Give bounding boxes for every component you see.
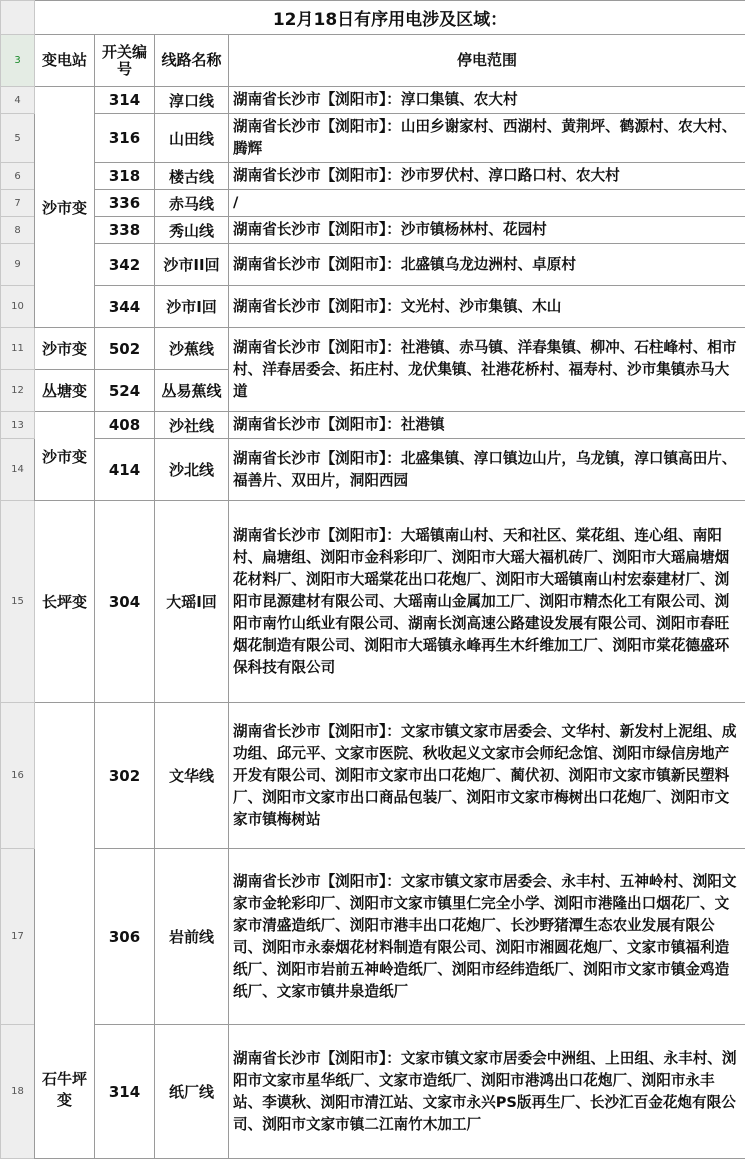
switch-no-cell: 306	[95, 849, 155, 1025]
switch-no-cell: 342	[95, 244, 155, 286]
substation-cell: 沙市变	[35, 412, 95, 501]
switch-no-cell: 316	[95, 114, 155, 163]
switch-no-cell: 408	[95, 412, 155, 439]
line-name-cell: 岩前线	[155, 849, 229, 1025]
header-switch-no: 开关编号	[95, 35, 155, 87]
line-name-cell: 秀山线	[155, 217, 229, 244]
row-number: 14	[1, 439, 35, 501]
header-substation: 变电站	[35, 35, 95, 87]
switch-no-cell: 338	[95, 217, 155, 244]
line-name-cell: 沙市II回	[155, 244, 229, 286]
outage-area-cell: 湖南省长沙市【浏阳市】：沙市罗伏村、淳口路口村、农大村	[229, 163, 745, 190]
row-number: 10	[1, 286, 35, 328]
line-name-cell: 纸厂线	[155, 1025, 229, 1159]
row-number: 18	[1, 1025, 35, 1159]
switch-no-cell: 336	[95, 190, 155, 217]
outage-area-cell: 湖南省长沙市【浏阳市】：文家市镇文家市居委会、永丰村、五神岭村、浏阳文家市金轮彩印厂、浏阳市文家市镇里仁完全小学、浏阳市港隆出口烟花厂、文家市清盛造纸厂、浏阳市港丰出口花炮厂、长沙野猪潭生态农业发展有限公司、浏阳市永泰烟花材料制造有限公司、浏阳市湘圆花炮厂、文家市镇福利造纸厂、浏阳市岩前五神岭造纸厂、浏阳市经纬造纸厂、浏阳市文家市镇金鸡造纸厂、文家市镇井泉造纸厂	[229, 849, 745, 1025]
line-name-cell: 沙北线	[155, 439, 229, 501]
row-number: 17	[1, 849, 35, 1025]
outage-area-cell: 湖南省长沙市【浏阳市】：社港镇	[229, 412, 745, 439]
switch-no-cell: 302	[95, 703, 155, 849]
line-name-cell: 楼古线	[155, 163, 229, 190]
substation-cell: 石牛坪变	[35, 703, 95, 1159]
line-name-cell: 赤马线	[155, 190, 229, 217]
row-number: 9	[1, 244, 35, 286]
line-name-cell: 山田线	[155, 114, 229, 163]
substation-cell: 丛塘变	[35, 370, 95, 412]
switch-no-cell: 318	[95, 163, 155, 190]
outage-area-cell: 湖南省长沙市【浏阳市】：文家市镇文家市居委会、文华村、新发村上泥组、成功组、邱元平、文家市医院、秋收起义文家市会师纪念馆、浏阳市绿信房地产开发有限公司、浏阳市文家市出口花炮厂、蔺伏初、浏阳市文家市镇新民塑料厂、浏阳市文家市出口商品包装厂、浏阳市文家市梅树出口花炮厂、浏阳市文家市镇梅树站	[229, 703, 745, 849]
outage-area-cell: 湖南省长沙市【浏阳市】：文家市镇文家市居委会中洲组、上田组、永丰村、浏阳市文家市星华纸厂、文家市造纸厂、浏阳市港鸿出口花炮厂、浏阳市永丰站、李谟秋、浏阳市清江站、文家市永兴PS版再生厂、长沙汇百金花炮有限公司、浏阳市文家市镇二江南竹木加工厂	[229, 1025, 745, 1159]
outage-area-cell: 湖南省长沙市【浏阳市】：淳口集镇、农大村	[229, 87, 745, 114]
switch-no-cell: 414	[95, 439, 155, 501]
page-title: 12月18日有序用电涉及区域：	[35, 1, 745, 35]
switch-no-cell: 524	[95, 370, 155, 412]
substation-cell: 沙市变	[35, 328, 95, 370]
substation-cell: 沙市变	[35, 87, 95, 328]
line-name-cell: 丛易蕉线	[155, 370, 229, 412]
outage-area-cell: 湖南省长沙市【浏阳市】：文光村、沙市集镇、木山	[229, 286, 745, 328]
switch-no-cell: 344	[95, 286, 155, 328]
row-number: 16	[1, 703, 35, 849]
switch-no-cell: 304	[95, 501, 155, 703]
line-name-cell: 沙社线	[155, 412, 229, 439]
row-number: 13	[1, 412, 35, 439]
line-name-cell: 沙市I回	[155, 286, 229, 328]
outage-area-cell: 湖南省长沙市【浏阳市】：北盛镇乌龙边洲村、卓原村	[229, 244, 745, 286]
switch-no-cell: 314	[95, 87, 155, 114]
header-line-name: 线路名称	[155, 35, 229, 87]
outage-area-cell: 湖南省长沙市【浏阳市】：北盛集镇、淳口镇边山片，乌龙镇，淳口镇高田片、福善片、双田片，洞阳西园	[229, 439, 745, 501]
row-number: 4	[1, 87, 35, 114]
switch-no-cell: 314	[95, 1025, 155, 1159]
header-outage-area: 停电范围	[229, 35, 745, 87]
substation-cell: 长坪变	[35, 501, 95, 703]
row-number: 7	[1, 190, 35, 217]
row-number: 5	[1, 114, 35, 163]
row-number: 8	[1, 217, 35, 244]
line-name-cell: 文华线	[155, 703, 229, 849]
outage-area-cell: 湖南省长沙市【浏阳市】：大瑶镇南山村、天和社区、棠花组、连心组、南阳村、扁塘组、浏阳市金科彩印厂、浏阳市大瑶大福机砖厂、浏阳市大瑶扁塘烟花材料厂、浏阳市大瑶棠花出口花炮厂、浏阳市大瑶镇南山村宏泰建材厂、浏阳市昆源建材有限公司、大瑶南山金属加工厂、浏阳市精杰化工有限公司、浏阳市南竹山纸业有限公司、湖南长浏高速公路建设发展有限公司、浏阳市春旺烟花制造有限公司、浏阳市大瑶镇永峰再生木纤维加工厂、浏阳市棠花德盛环保科技有限公司	[229, 501, 745, 703]
outage-area-cell: /	[229, 190, 745, 217]
row-number-header: 3	[1, 35, 35, 87]
outage-area-cell: 湖南省长沙市【浏阳市】：沙市镇杨林村、花园村	[229, 217, 745, 244]
outage-area-cell: 湖南省长沙市【浏阳市】：山田乡谢家村、西湖村、黄荆坪、鹤源村、农大村、腾辉	[229, 114, 745, 163]
line-name-cell: 大瑶I回	[155, 501, 229, 703]
row-number: 11	[1, 328, 35, 370]
outage-area-cell: 湖南省长沙市【浏阳市】：社港镇、赤马镇、洋春集镇、柳冲、石柱峰村、相市村、洋春居委会、拓庄村、龙伏集镇、社港花桥村、福寿村、沙市集镇赤马大道	[229, 328, 745, 412]
line-name-cell: 沙蕉线	[155, 328, 229, 370]
row-number: 15	[1, 501, 35, 703]
row-number-cell	[1, 1, 35, 35]
row-number: 6	[1, 163, 35, 190]
switch-no-cell: 502	[95, 328, 155, 370]
row-number: 12	[1, 370, 35, 412]
line-name-cell: 淳口线	[155, 87, 229, 114]
